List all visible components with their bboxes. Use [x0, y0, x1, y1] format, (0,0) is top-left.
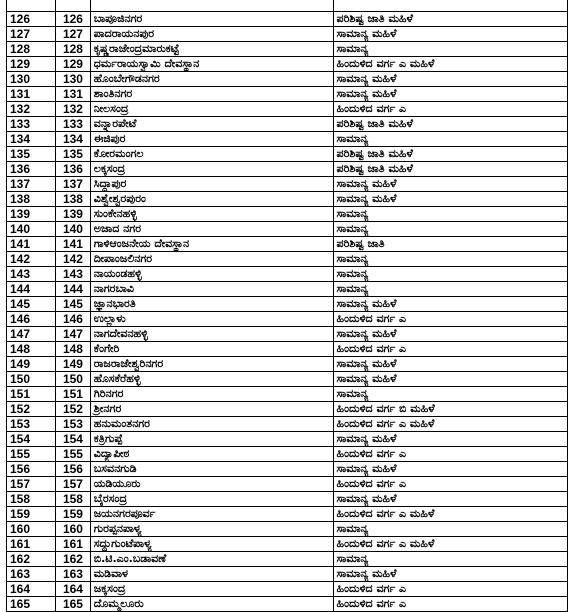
ward-name-cell: ಹನುಮಂತನಗರ: [90, 417, 333, 432]
table-row: [7, 267, 568, 282]
reservation-category-cell: ಸಾಮಾನ್ಯ ಮಹಿಳೆ: [333, 357, 567, 372]
ward-name-cell: ದೀಪಾಂಜಲಿನಗರ: [90, 252, 333, 267]
serial-number-cell: 131: [7, 87, 56, 102]
table-body: [7, 0, 568, 612]
ward-number-cell: 131: [56, 87, 91, 102]
reservation-category-cell: ಹಿಂದುಳಿದ ವರ್ಗ ಎ: [333, 477, 567, 492]
table-row: [7, 492, 568, 507]
table-row: [7, 417, 568, 432]
ward-name-cell: ವಿಶ್ವೇಶ್ವರಪುರಂ: [90, 192, 333, 207]
ward-number-cell: 134: [56, 132, 91, 147]
reservation-category-cell: ಹಿಂದುಳಿದ ವರ್ಗ ಎ ಮಹಿಳೆ: [333, 417, 567, 432]
table-row: [7, 582, 568, 597]
ward-number-cell: 141: [56, 237, 91, 252]
table-row: [7, 567, 568, 582]
reservation-category-cell: ಸಾಮಾನ್ಯ ಮಹಿಳೆ: [333, 567, 567, 582]
table-row: [7, 597, 568, 612]
reservation-category-cell: ಪರಿಶಿಷ್ಟ ಜಾತಿ: [333, 237, 567, 252]
serial-number-cell: 130: [7, 72, 56, 87]
table-row: [7, 312, 568, 327]
ward-number-cell: 127: [56, 27, 91, 42]
serial-number-cell: 133: [7, 117, 56, 132]
ward-name-cell: ವಿದ್ಯಾಪೀಠ: [90, 447, 333, 462]
table-row: [7, 57, 568, 72]
serial-number-cell: 159: [7, 507, 56, 522]
ward-number-cell: 126: [56, 12, 91, 27]
table-row: [7, 102, 568, 117]
ward-name-cell: [90, 0, 333, 12]
ward-number-cell: 139: [56, 207, 91, 222]
reservation-category-cell: ಹಿಂದುಳಿದ ವರ್ಗ ಎ: [333, 102, 567, 117]
reservation-category-cell: ಹಿಂದುಳಿದ ವರ್ಗ ಎ ಮಹಿಳೆ: [333, 537, 567, 552]
ward-number-cell: 162: [56, 552, 91, 567]
reservation-category-cell: ಸಾಮಾನ್ಯ: [333, 552, 567, 567]
serial-number-cell: 135: [7, 147, 56, 162]
ward-name-cell: ಬಸವನಗುಡಿ: [90, 462, 333, 477]
table-row: [7, 177, 568, 192]
ward-name-cell: ಗಾಳಿಆಂಜನೇಯ ದೇವಸ್ಥಾನ: [90, 237, 333, 252]
table-row: [7, 207, 568, 222]
serial-number-cell: 144: [7, 282, 56, 297]
ward-number-cell: 160: [56, 522, 91, 537]
ward-name-cell: ಶ್ರೀನಗರ: [90, 402, 333, 417]
ward-name-cell: ಸುಂಕೇನಹಳ್ಳಿ: [90, 207, 333, 222]
ward-name-cell: ನಾಯಂಡಹಳ್ಳಿ: [90, 267, 333, 282]
table-row: [7, 72, 568, 87]
table-row: [7, 552, 568, 567]
reservation-category-cell: ಹಿಂದುಳಿದ ವರ್ಗ ಎ: [333, 342, 567, 357]
serial-number-cell: 128: [7, 42, 56, 57]
reservation-category-cell: ಹಿಂದುಳಿದ ವರ್ಗ ಎ ಮಹಿಳೆ: [333, 507, 567, 522]
serial-number-cell: 164: [7, 582, 56, 597]
ward-number-cell: 163: [56, 567, 91, 582]
table-row: [7, 372, 568, 387]
ward-reservation-table: [6, 0, 568, 612]
ward-number-cell: 158: [56, 492, 91, 507]
ward-name-cell: ಸದ್ದುಗುಂಟೆಪಾಳ್ಯ: [90, 537, 333, 552]
ward-number-cell: 137: [56, 177, 91, 192]
serial-number-cell: 149: [7, 357, 56, 372]
ward-number-cell: 153: [56, 417, 91, 432]
table-row: [7, 357, 568, 372]
reservation-category-cell: [333, 0, 567, 12]
serial-number-cell: 146: [7, 312, 56, 327]
reservation-category-cell: ಸಾಮಾನ್ಯ ಮಹಿಳೆ: [333, 192, 567, 207]
table-row: [7, 327, 568, 342]
reservation-category-cell: ಹಿಂದುಳಿದ ವರ್ಗ ಎ: [333, 597, 567, 612]
reservation-category-cell: ಸಾಮಾನ್ಯ ಮಹಿಳೆ: [333, 87, 567, 102]
reservation-category-cell: ಸಾಮಾನ್ಯ ಮಹಿಳೆ: [333, 432, 567, 447]
table-row: [7, 507, 568, 522]
ward-name-cell: ವನ್ನಾರಪೇಟೆ: [90, 117, 333, 132]
ward-number-cell: 129: [56, 57, 91, 72]
table-row: [7, 252, 568, 267]
ward-number-cell: 147: [56, 327, 91, 342]
serial-number-cell: 137: [7, 177, 56, 192]
table-row: [7, 477, 568, 492]
table-row: [7, 537, 568, 552]
table-row: [7, 462, 568, 477]
ward-name-cell: ಈಜಿಪುರ: [90, 132, 333, 147]
table-row: [7, 132, 568, 147]
ward-number-cell: 148: [56, 342, 91, 357]
ward-number-cell: 157: [56, 477, 91, 492]
ward-name-cell: ಬಾಪೂಜಿನಗರ: [90, 12, 333, 27]
serial-number-cell: 161: [7, 537, 56, 552]
ward-number-cell: 142: [56, 252, 91, 267]
table-row: [7, 432, 568, 447]
ward-name-cell: ಅಜಾದ ನಗರ: [90, 222, 333, 237]
ward-name-cell: ಬೈರಸಂದ್ರ: [90, 492, 333, 507]
ward-name-cell: ಸಿದ್ದಾಪುರ: [90, 177, 333, 192]
ward-name-cell: ಹೊಂಬೇಗೌಡನಗರ: [90, 72, 333, 87]
ward-number-cell: 161: [56, 537, 91, 552]
reservation-category-cell: ಸಾಮಾನ್ಯ: [333, 387, 567, 402]
serial-number-cell: 152: [7, 402, 56, 417]
table-row: [7, 447, 568, 462]
table-row: [7, 237, 568, 252]
ward-name-cell: ಜಯನಗರಪೂರ್ವ: [90, 507, 333, 522]
table-row: [7, 42, 568, 57]
table-row: [7, 342, 568, 357]
ward-number-cell: 130: [56, 72, 91, 87]
ward-number-cell: 132: [56, 102, 91, 117]
serial-number-cell: 147: [7, 327, 56, 342]
serial-number-cell: 165: [7, 597, 56, 612]
ward-number-cell: 155: [56, 447, 91, 462]
ward-number-cell: 146: [56, 312, 91, 327]
ward-number-cell: 159: [56, 507, 91, 522]
reservation-category-cell: ಸಾಮಾನ್ಯ: [333, 222, 567, 237]
serial-number-cell: 141: [7, 237, 56, 252]
serial-number-cell: 160: [7, 522, 56, 537]
ward-name-cell: ನಾಗರಬಾವಿ: [90, 282, 333, 297]
table-row: [7, 522, 568, 537]
ward-number-cell: 136: [56, 162, 91, 177]
serial-number-cell: 138: [7, 192, 56, 207]
table-row: [7, 0, 568, 12]
serial-number-cell: [7, 0, 56, 12]
ward-number-cell: 145: [56, 297, 91, 312]
ward-name-cell: ಮಡಿವಾಳ: [90, 567, 333, 582]
ward-name-cell: ನೀಲಸಂದ್ರ: [90, 102, 333, 117]
reservation-category-cell: ಸಾಮಾನ್ಯ: [333, 252, 567, 267]
ward-number-cell: 140: [56, 222, 91, 237]
ward-name-cell: ಜಕ್ಕಸಂದ್ರ: [90, 582, 333, 597]
ward-number-cell: 150: [56, 372, 91, 387]
ward-name-cell: ಬಿ.ಟಿ.ಎಂ.ಬಡಾವಣೆ: [90, 552, 333, 567]
reservation-category-cell: ಪರಿಶಿಷ್ಟ ಜಾತಿ ಮಹಿಳೆ: [333, 147, 567, 162]
serial-number-cell: 158: [7, 492, 56, 507]
serial-number-cell: 163: [7, 567, 56, 582]
ward-number-cell: 154: [56, 432, 91, 447]
ward-number-cell: 133: [56, 117, 91, 132]
reservation-category-cell: ಹಿಂದುಳಿದ ವರ್ಗ ಬಿ ಮಹಿಳೆ: [333, 402, 567, 417]
serial-number-cell: 151: [7, 387, 56, 402]
ward-name-cell: ಜ್ಞಾನಭಾರತಿ: [90, 297, 333, 312]
ward-number-cell: 128: [56, 42, 91, 57]
ward-name-cell: ದೊಮ್ಮಲೂರು: [90, 597, 333, 612]
ward-name-cell: ಕತ್ರಿಗುಪ್ಪೆ: [90, 432, 333, 447]
serial-number-cell: 153: [7, 417, 56, 432]
ward-name-cell: ಗಿರಿನಗರ: [90, 387, 333, 402]
reservation-category-cell: ಪರಿಶಿಷ್ಟ ಜಾತಿ ಮಹಿಳೆ: [333, 117, 567, 132]
ward-reservation-table-sheet: [6, 0, 568, 612]
reservation-category-cell: ಸಾಮಾನ್ಯ ಮಹಿಳೆ: [333, 462, 567, 477]
serial-number-cell: 154: [7, 432, 56, 447]
table-row: [7, 297, 568, 312]
ward-number-cell: 138: [56, 192, 91, 207]
table-row: [7, 12, 568, 27]
ward-number-cell: 164: [56, 582, 91, 597]
reservation-category-cell: ಸಾಮಾನ್ಯ: [333, 207, 567, 222]
reservation-category-cell: ಹಿಂದುಳಿದ ವರ್ಗ ಎ: [333, 312, 567, 327]
serial-number-cell: 157: [7, 477, 56, 492]
ward-number-cell: [56, 0, 91, 12]
table-row: [7, 282, 568, 297]
table-row: [7, 162, 568, 177]
reservation-category-cell: ಸಾಮಾನ್ಯ ಮಹಿಳೆ: [333, 27, 567, 42]
reservation-category-cell: ಸಾಮಾನ್ಯ: [333, 522, 567, 537]
serial-number-cell: 150: [7, 372, 56, 387]
table-row: [7, 222, 568, 237]
table-row: [7, 387, 568, 402]
serial-number-cell: 155: [7, 447, 56, 462]
serial-number-cell: 132: [7, 102, 56, 117]
reservation-category-cell: ಸಾಮಾನ್ಯ ಮಹಿಳೆ: [333, 72, 567, 87]
serial-number-cell: 162: [7, 552, 56, 567]
ward-name-cell: ನಾಗದೇವನಹಳ್ಳಿ: [90, 327, 333, 342]
ward-name-cell: ಶಾಂತಿನಗರ: [90, 87, 333, 102]
serial-number-cell: 127: [7, 27, 56, 42]
ward-number-cell: 165: [56, 597, 91, 612]
reservation-category-cell: ಹಿಂದುಳಿದ ವರ್ಗ ಎ ಮಹಿಳೆ: [333, 57, 567, 72]
reservation-category-cell: ಪರಿಶಿಷ್ಟ ಜಾತಿ ಮಹಿಳೆ: [333, 162, 567, 177]
serial-number-cell: 134: [7, 132, 56, 147]
serial-number-cell: 143: [7, 267, 56, 282]
reservation-category-cell: ಹಿಂದುಳಿದ ವರ್ಗ ಎ: [333, 447, 567, 462]
ward-name-cell: ಧರ್ಮರಾಯಸ್ವಾಮಿ ದೇವಸ್ಥಾನ: [90, 57, 333, 72]
serial-number-cell: 139: [7, 207, 56, 222]
serial-number-cell: 156: [7, 462, 56, 477]
serial-number-cell: 148: [7, 342, 56, 357]
table-row: [7, 117, 568, 132]
ward-number-cell: 152: [56, 402, 91, 417]
ward-name-cell: ಪಾದರಾಯನಪುರ: [90, 27, 333, 42]
ward-number-cell: 156: [56, 462, 91, 477]
serial-number-cell: 129: [7, 57, 56, 72]
table-row: [7, 192, 568, 207]
reservation-category-cell: ಸಾಮಾನ್ಯ ಮಹಿಳೆ: [333, 372, 567, 387]
ward-number-cell: 143: [56, 267, 91, 282]
reservation-category-cell: ಹಿಂದುಳಿದ ವರ್ಗ ಎ: [333, 582, 567, 597]
table-row: [7, 402, 568, 417]
ward-number-cell: 144: [56, 282, 91, 297]
table-row: [7, 147, 568, 162]
reservation-category-cell: ಸಾಮಾನ್ಯ ಮಹಿಳೆ: [333, 177, 567, 192]
ward-name-cell: ಉಲ್ಲಾಳು: [90, 312, 333, 327]
serial-number-cell: 142: [7, 252, 56, 267]
ward-name-cell: ಗುರಪ್ಪನಪಾಳ್ಯ: [90, 522, 333, 537]
serial-number-cell: 140: [7, 222, 56, 237]
reservation-category-cell: ಸಾಮಾನ್ಯ: [333, 42, 567, 57]
ward-name-cell: ಕೆಂಗೇರಿ: [90, 342, 333, 357]
ward-name-cell: ಲಕ್ಕಸಂದ್ರ: [90, 162, 333, 177]
ward-number-cell: 135: [56, 147, 91, 162]
ward-name-cell: ರಾಜರಾಜೇಶ್ವರಿನಗರ: [90, 357, 333, 372]
ward-name-cell: ಕೃಷ್ಣರಾಜೇಂದ್ರಮಾರುಕಟ್ಟೆ: [90, 42, 333, 57]
reservation-category-cell: ಸಾಮಾನ್ಯ: [333, 282, 567, 297]
table-row: [7, 87, 568, 102]
ward-name-cell: ಕೋರಮಂಗಲ: [90, 147, 333, 162]
ward-name-cell: ಯಡಿಯೂರು: [90, 477, 333, 492]
reservation-category-cell: ಸಾಮಾನ್ಯ ಮಹಿಳೆ: [333, 327, 567, 342]
reservation-category-cell: ಪರಿಶಿಷ್ಟ ಜಾತಿ ಮಹಿಳೆ: [333, 12, 567, 27]
reservation-category-cell: ಸಾಮಾನ್ಯ ಮಹಿಳೆ: [333, 492, 567, 507]
serial-number-cell: 136: [7, 162, 56, 177]
table-row: [7, 27, 568, 42]
ward-name-cell: ಹೊಸಕೆರೆಹಳ್ಳಿ: [90, 372, 333, 387]
reservation-category-cell: ಸಾಮಾನ್ಯ ಮಹಿಳೆ: [333, 297, 567, 312]
ward-number-cell: 149: [56, 357, 91, 372]
reservation-category-cell: ಸಾಮಾನ್ಯ: [333, 267, 567, 282]
serial-number-cell: 145: [7, 297, 56, 312]
ward-number-cell: 151: [56, 387, 91, 402]
reservation-category-cell: ಸಾಮಾನ್ಯ: [333, 132, 567, 147]
serial-number-cell: 126: [7, 12, 56, 27]
